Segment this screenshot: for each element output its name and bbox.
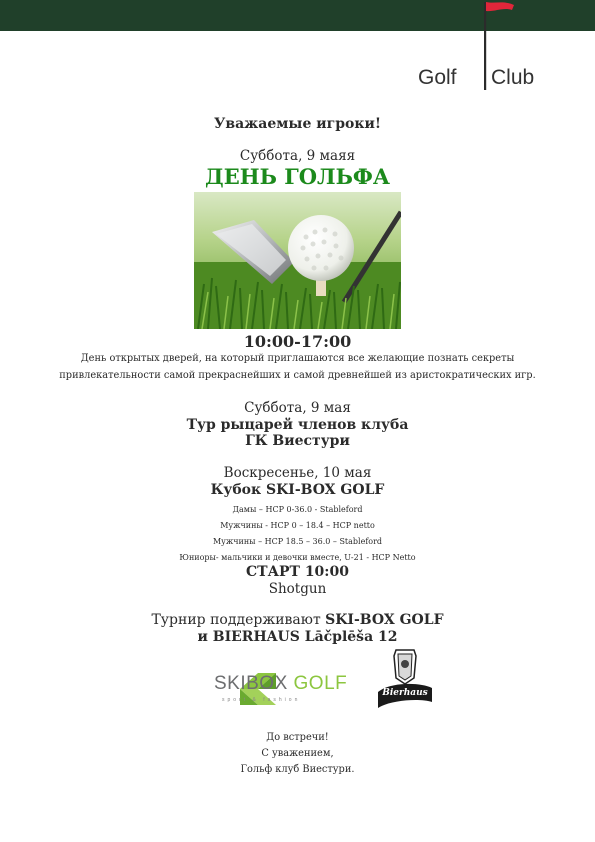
sponsors-line1 <box>0 612 595 628</box>
event3-date: Воскресенье, 10 мая <box>223 465 372 481</box>
golf-ball-photo <box>194 192 401 329</box>
event1-date: Суббота, 9 маяя <box>239 148 356 164</box>
event2-title-line2: ГК Виестури <box>245 433 350 449</box>
logo-word-golf: Golf <box>418 66 457 89</box>
category-item: Дамы – HCP 0-36.0 - Stableford <box>232 505 363 514</box>
event3-cup-title: Кубок SKI-BOX GOLF <box>210 482 385 498</box>
event2-date: Суббота, 9 мая <box>244 400 351 416</box>
sponsors-prefix: Турнир поддерживают <box>151 612 326 628</box>
category-item: Юниоры- мальчики и девочки вместе, U-21 - HCP Netto <box>179 553 416 562</box>
category-item: Мужчины - HCP 0 – 18.4 – HCP netto <box>220 521 375 530</box>
bierhaus-logo-icon <box>376 648 434 710</box>
event1-time: 10:00-17:00 <box>243 332 352 351</box>
start-format: Shotgun <box>268 581 327 597</box>
event1-description-line2: привлекательности самой прекраснейших и самой древнейшей из аристократических игр. <box>59 370 536 381</box>
greeting: Уважаемые игроки! <box>214 116 381 132</box>
closing-line3: Гольф клуб Виестури. <box>240 764 355 775</box>
event1-description-line1: День открытых дверей, на который приглашаются все желающие познать секреты <box>80 353 515 364</box>
closing-line2: С уважением, <box>261 748 334 759</box>
bierhaus-logo-text: Bierhaus <box>382 688 428 698</box>
category-item: Мужчины – HCP 18.5 – 36.0 – Stableford <box>212 537 383 546</box>
closing-line1: До встречи! <box>266 732 329 743</box>
skibox-logo-wordmark: SKIBOX GOLF <box>214 673 348 694</box>
start-time: СТАРТ 10:00 <box>246 564 349 580</box>
sponsors-line2: и BIERHAUS Lāčplēša 12 <box>197 629 398 645</box>
sponsor-skibox-name: SKI-BOX GOLF <box>325 612 444 628</box>
logo-word-club: Club <box>491 66 535 89</box>
event1-title: ДЕНЬ ГОЛЬФА <box>205 164 390 189</box>
skibox-tagline: sport & fashion <box>222 697 301 703</box>
event2-title-line1: Тур рыцарей членов клуба <box>186 417 409 433</box>
